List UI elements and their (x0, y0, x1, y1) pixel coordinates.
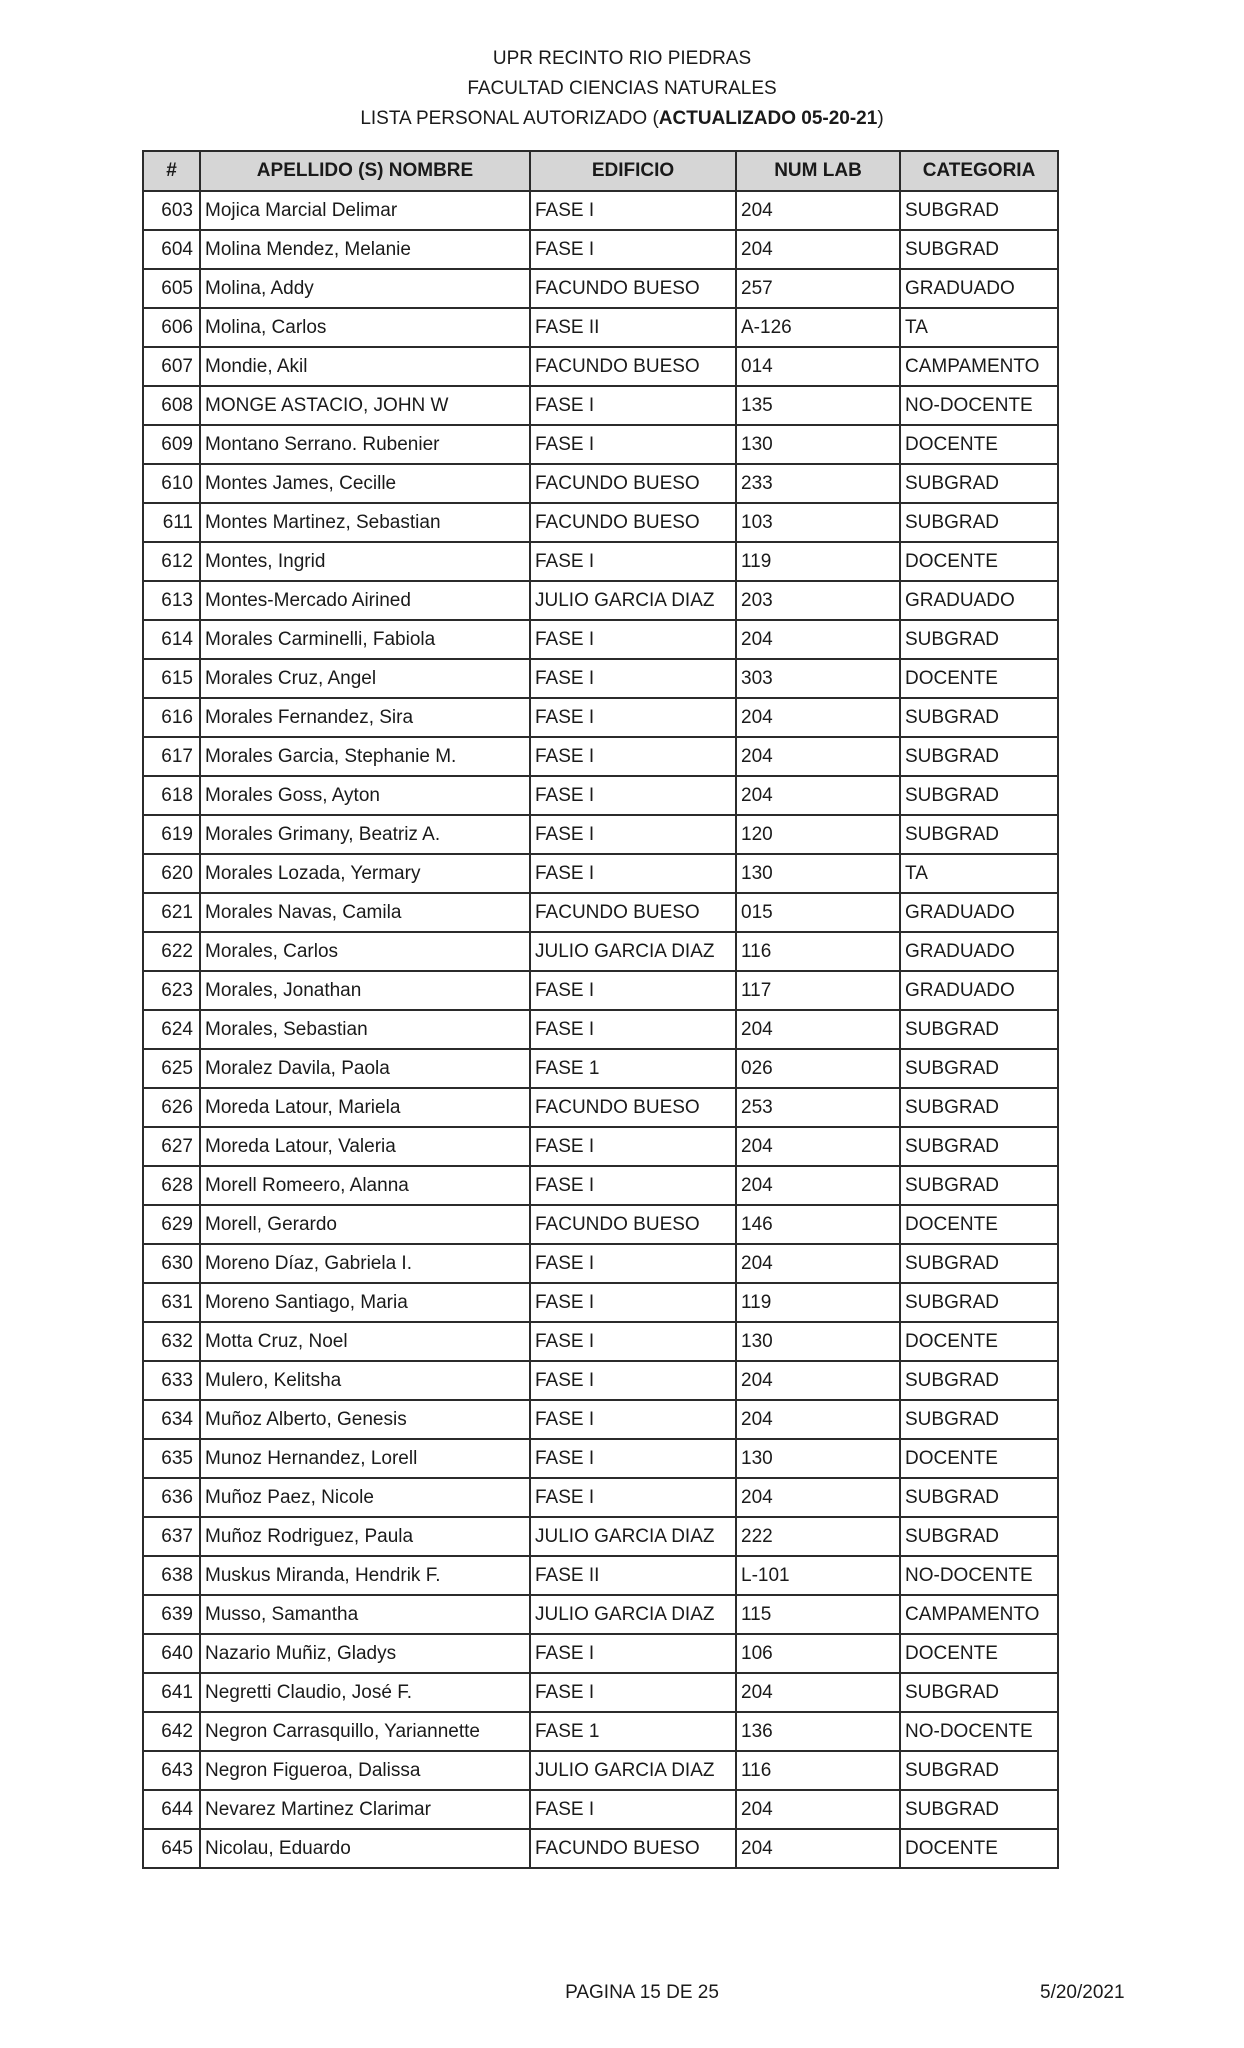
header-faculty: FACULTAD CIENCIAS NATURALES (467, 78, 777, 99)
cell-category: SUBGRAD (900, 620, 1058, 659)
cell-name: Moreno Díaz, Gabriela I. (200, 1244, 530, 1283)
cell-lab: 117 (736, 971, 900, 1010)
cell-name: Negron Figueroa, Dalissa (200, 1751, 530, 1790)
table-row (143, 1790, 1058, 1829)
cell-category: DOCENTE (900, 425, 1058, 464)
page-number: PAGINA 15 DE 25 (565, 1982, 719, 2003)
cell-lab: 204 (736, 1400, 900, 1439)
cell-number: 644 (143, 1790, 200, 1829)
cell-name: Moreno Santiago, Maria (200, 1283, 530, 1322)
cell-number: 632 (143, 1322, 200, 1361)
cell-building: FASE 1 (530, 1049, 736, 1088)
cell-name: Muñoz Rodriguez, Paula (200, 1517, 530, 1556)
table-row (143, 542, 1058, 581)
table-row (143, 1322, 1058, 1361)
cell-lab: 204 (736, 1790, 900, 1829)
cell-building: FACUNDO BUESO (530, 503, 736, 542)
cell-lab: 106 (736, 1634, 900, 1673)
cell-category: SUBGRAD (900, 698, 1058, 737)
cell-number: 640 (143, 1634, 200, 1673)
table-row (143, 1478, 1058, 1517)
table-row (143, 1595, 1058, 1634)
cell-building: FASE I (530, 1634, 736, 1673)
cell-building: FASE I (530, 776, 736, 815)
table-row (143, 1049, 1058, 1088)
table-row (143, 776, 1058, 815)
cell-name: Morales Grimany, Beatriz A. (200, 815, 530, 854)
cell-lab: 146 (736, 1205, 900, 1244)
cell-category: SUBGRAD (900, 1049, 1058, 1088)
cell-building: FASE II (530, 308, 736, 347)
cell-category: SUBGRAD (900, 737, 1058, 776)
cell-lab: 222 (736, 1517, 900, 1556)
cell-number: 618 (143, 776, 200, 815)
cell-name: Montano Serrano. Rubenier (200, 425, 530, 464)
cell-building: FASE I (530, 1166, 736, 1205)
cell-building: FASE I (530, 1127, 736, 1166)
footer-date: 5/20/2021 (1040, 1982, 1125, 2003)
cell-category: GRADUADO (900, 971, 1058, 1010)
cell-lab: 303 (736, 659, 900, 698)
cell-lab: 116 (736, 1751, 900, 1790)
cell-category: DOCENTE (900, 1322, 1058, 1361)
cell-lab: 233 (736, 464, 900, 503)
cell-lab: 116 (736, 932, 900, 971)
cell-number: 620 (143, 854, 200, 893)
table-row (143, 191, 1058, 230)
cell-lab: 253 (736, 1088, 900, 1127)
table-row (143, 1166, 1058, 1205)
cell-lab: 130 (736, 1439, 900, 1478)
table-row (143, 1205, 1058, 1244)
table-row (143, 1439, 1058, 1478)
cell-category: SUBGRAD (900, 464, 1058, 503)
cell-name: Muñoz Paez, Nicole (200, 1478, 530, 1517)
cell-number: 633 (143, 1361, 200, 1400)
cell-building: FASE I (530, 1244, 736, 1283)
cell-category: SUBGRAD (900, 1517, 1058, 1556)
cell-building: FASE I (530, 659, 736, 698)
cell-number: 628 (143, 1166, 200, 1205)
cell-number: 608 (143, 386, 200, 425)
cell-lab: 203 (736, 581, 900, 620)
cell-name: Morales Cruz, Angel (200, 659, 530, 698)
cell-number: 607 (143, 347, 200, 386)
header-title-prefix: LISTA PERSONAL AUTORIZADO ( (360, 108, 659, 129)
cell-building: FASE I (530, 1322, 736, 1361)
cell-number: 631 (143, 1283, 200, 1322)
cell-category: SUBGRAD (900, 1283, 1058, 1322)
cell-name: Montes, Ingrid (200, 542, 530, 581)
cell-category: DOCENTE (900, 1439, 1058, 1478)
cell-building: FASE 1 (530, 1712, 736, 1751)
table-row (143, 269, 1058, 308)
cell-category: SUBGRAD (900, 1673, 1058, 1712)
cell-building: FASE I (530, 386, 736, 425)
cell-number: 642 (143, 1712, 200, 1751)
cell-category: GRADUADO (900, 269, 1058, 308)
cell-lab: 204 (736, 1478, 900, 1517)
cell-lab: 015 (736, 893, 900, 932)
cell-lab: 120 (736, 815, 900, 854)
cell-category: SUBGRAD (900, 1361, 1058, 1400)
table-row (143, 1283, 1058, 1322)
cell-category: SUBGRAD (900, 1244, 1058, 1283)
cell-category: GRADUADO (900, 932, 1058, 971)
cell-building: FASE I (530, 854, 736, 893)
table-row (143, 737, 1058, 776)
header-row (143, 151, 1058, 191)
cell-number: 613 (143, 581, 200, 620)
cell-building: FASE I (530, 737, 736, 776)
table-row (143, 425, 1058, 464)
cell-lab: 130 (736, 1322, 900, 1361)
cell-category: SUBGRAD (900, 1166, 1058, 1205)
cell-number: 624 (143, 1010, 200, 1049)
cell-category: SUBGRAD (900, 1088, 1058, 1127)
cell-lab: 204 (736, 776, 900, 815)
cell-name: Mulero, Kelitsha (200, 1361, 530, 1400)
cell-lab: 130 (736, 425, 900, 464)
table-row (143, 971, 1058, 1010)
cell-name: Montes Martinez, Sebastian (200, 503, 530, 542)
table-row (143, 1829, 1058, 1868)
cell-building: JULIO GARCIA DIAZ (530, 932, 736, 971)
cell-building: JULIO GARCIA DIAZ (530, 1517, 736, 1556)
cell-number: 615 (143, 659, 200, 698)
cell-name: Moralez Davila, Paola (200, 1049, 530, 1088)
cell-name: Morales Garcia, Stephanie M. (200, 737, 530, 776)
cell-lab: 136 (736, 1712, 900, 1751)
cell-building: FASE I (530, 815, 736, 854)
cell-lab: L-101 (736, 1556, 900, 1595)
table-row (143, 1400, 1058, 1439)
cell-number: 616 (143, 698, 200, 737)
table-row (143, 1127, 1058, 1166)
personnel-table (142, 150, 1059, 1869)
table-row (143, 1088, 1058, 1127)
cell-lab: 204 (736, 191, 900, 230)
table-row (143, 386, 1058, 425)
table-row (143, 659, 1058, 698)
cell-category: SUBGRAD (900, 815, 1058, 854)
document-header (0, 44, 1244, 134)
cell-lab: 103 (736, 503, 900, 542)
cell-name: Negron Carrasquillo, Yariannette (200, 1712, 530, 1751)
cell-number: 627 (143, 1127, 200, 1166)
cell-category: DOCENTE (900, 542, 1058, 581)
table-row (143, 1634, 1058, 1673)
cell-building: FASE II (530, 1556, 736, 1595)
cell-building: FASE I (530, 191, 736, 230)
cell-name: Montes-Mercado Airined (200, 581, 530, 620)
cell-building: FACUNDO BUESO (530, 1829, 736, 1868)
table-row (143, 620, 1058, 659)
cell-category: GRADUADO (900, 581, 1058, 620)
cell-number: 605 (143, 269, 200, 308)
cell-name: Morales, Carlos (200, 932, 530, 971)
cell-category: CAMPAMENTO (900, 1595, 1058, 1634)
cell-category: SUBGRAD (900, 1400, 1058, 1439)
cell-category: SUBGRAD (900, 503, 1058, 542)
cell-lab: 257 (736, 269, 900, 308)
cell-number: 636 (143, 1478, 200, 1517)
cell-building: FASE I (530, 620, 736, 659)
cell-number: 645 (143, 1829, 200, 1868)
cell-building: FACUNDO BUESO (530, 1088, 736, 1127)
cell-category: SUBGRAD (900, 191, 1058, 230)
cell-building: JULIO GARCIA DIAZ (530, 1595, 736, 1634)
cell-lab: 204 (736, 1361, 900, 1400)
cell-lab: 204 (736, 737, 900, 776)
cell-lab: 204 (736, 1673, 900, 1712)
cell-lab: 204 (736, 1127, 900, 1166)
table-row (143, 308, 1058, 347)
cell-number: 604 (143, 230, 200, 269)
table-row (143, 581, 1058, 620)
cell-building: FACUNDO BUESO (530, 347, 736, 386)
table-row (143, 1244, 1058, 1283)
cell-number: 622 (143, 932, 200, 971)
cell-category: SUBGRAD (900, 1790, 1058, 1829)
table-row (143, 1361, 1058, 1400)
table-row (143, 347, 1058, 386)
cell-number: 612 (143, 542, 200, 581)
table-row (143, 503, 1058, 542)
cell-number: 611 (143, 503, 200, 542)
cell-name: Motta Cruz, Noel (200, 1322, 530, 1361)
table-row (143, 1556, 1058, 1595)
cell-name: Morales, Sebastian (200, 1010, 530, 1049)
table-row (143, 1517, 1058, 1556)
cell-number: 641 (143, 1673, 200, 1712)
cell-category: NO-DOCENTE (900, 386, 1058, 425)
column-header-number: # (143, 151, 200, 191)
cell-number: 629 (143, 1205, 200, 1244)
cell-lab: 204 (736, 1010, 900, 1049)
cell-name: Moreda Latour, Valeria (200, 1127, 530, 1166)
table-row (143, 932, 1058, 971)
cell-name: Molina, Addy (200, 269, 530, 308)
cell-name: Muskus Miranda, Hendrik F. (200, 1556, 530, 1595)
cell-building: FASE I (530, 698, 736, 737)
column-header-name: APELLIDO (S) NOMBRE (200, 151, 530, 191)
cell-name: Morales Goss, Ayton (200, 776, 530, 815)
table-row (143, 1712, 1058, 1751)
cell-category: GRADUADO (900, 893, 1058, 932)
table-row (143, 1010, 1058, 1049)
cell-number: 621 (143, 893, 200, 932)
cell-name: Muñoz Alberto, Genesis (200, 1400, 530, 1439)
cell-lab: 204 (736, 620, 900, 659)
cell-name: Morales Navas, Camila (200, 893, 530, 932)
cell-name: Mondie, Akil (200, 347, 530, 386)
cell-category: NO-DOCENTE (900, 1712, 1058, 1751)
cell-building: FASE I (530, 1673, 736, 1712)
table-row (143, 1751, 1058, 1790)
cell-building: FASE I (530, 542, 736, 581)
cell-category: CAMPAMENTO (900, 347, 1058, 386)
cell-number: 638 (143, 1556, 200, 1595)
cell-name: MONGE ASTACIO, JOHN W (200, 386, 530, 425)
cell-lab: 204 (736, 230, 900, 269)
cell-number: 625 (143, 1049, 200, 1088)
cell-building: JULIO GARCIA DIAZ (530, 581, 736, 620)
cell-building: FASE I (530, 230, 736, 269)
cell-category: SUBGRAD (900, 1478, 1058, 1517)
table-row (143, 464, 1058, 503)
table-row (143, 698, 1058, 737)
cell-category: NO-DOCENTE (900, 1556, 1058, 1595)
table-row (143, 1673, 1058, 1712)
cell-category: TA (900, 308, 1058, 347)
cell-lab: 204 (736, 1244, 900, 1283)
cell-building: FASE I (530, 971, 736, 1010)
cell-name: Molina, Carlos (200, 308, 530, 347)
cell-name: Nazario Muñiz, Gladys (200, 1634, 530, 1673)
cell-category: DOCENTE (900, 1829, 1058, 1868)
cell-name: Morales, Jonathan (200, 971, 530, 1010)
cell-building: FASE I (530, 1439, 736, 1478)
cell-lab: 204 (736, 1166, 900, 1205)
header-list-title (0, 104, 1244, 134)
cell-name: Montes James, Cecille (200, 464, 530, 503)
cell-building: FACUNDO BUESO (530, 269, 736, 308)
header-updated-label: ACTUALIZADO 05-20-21 (658, 108, 878, 129)
table-row (143, 854, 1058, 893)
cell-building: FASE I (530, 425, 736, 464)
cell-lab: A-126 (736, 308, 900, 347)
cell-name: Nicolau, Eduardo (200, 1829, 530, 1868)
cell-name: Morales Fernandez, Sira (200, 698, 530, 737)
cell-number: 614 (143, 620, 200, 659)
cell-building: FACUNDO BUESO (530, 893, 736, 932)
table-row (143, 815, 1058, 854)
cell-number: 635 (143, 1439, 200, 1478)
cell-building: FASE I (530, 1283, 736, 1322)
cell-name: Molina Mendez, Melanie (200, 230, 530, 269)
cell-category: SUBGRAD (900, 230, 1058, 269)
cell-name: Morell, Gerardo (200, 1205, 530, 1244)
cell-number: 610 (143, 464, 200, 503)
cell-number: 634 (143, 1400, 200, 1439)
table-row (143, 893, 1058, 932)
column-header-building: EDIFICIO (530, 151, 736, 191)
cell-building: FASE I (530, 1361, 736, 1400)
cell-category: SUBGRAD (900, 1127, 1058, 1166)
cell-category: SUBGRAD (900, 1751, 1058, 1790)
cell-number: 637 (143, 1517, 200, 1556)
cell-lab: 026 (736, 1049, 900, 1088)
cell-name: Munoz Hernandez, Lorell (200, 1439, 530, 1478)
header-title-suffix: ) (877, 108, 884, 129)
cell-category: SUBGRAD (900, 1010, 1058, 1049)
cell-number: 643 (143, 1751, 200, 1790)
cell-building: FASE I (530, 1790, 736, 1829)
cell-lab: 014 (736, 347, 900, 386)
cell-name: Moreda Latour, Mariela (200, 1088, 530, 1127)
cell-name: Nevarez Martinez Clarimar (200, 1790, 530, 1829)
cell-category: DOCENTE (900, 1634, 1058, 1673)
cell-number: 609 (143, 425, 200, 464)
cell-category: TA (900, 854, 1058, 893)
cell-lab: 119 (736, 1283, 900, 1322)
cell-building: FACUNDO BUESO (530, 464, 736, 503)
cell-name: Mojica Marcial Delimar (200, 191, 530, 230)
cell-building: FASE I (530, 1400, 736, 1439)
cell-building: FASE I (530, 1010, 736, 1049)
cell-number: 626 (143, 1088, 200, 1127)
column-header-lab: NUM LAB (736, 151, 900, 191)
column-header-category: CATEGORIA (900, 151, 1058, 191)
header-university: UPR RECINTO RIO PIEDRAS (492, 48, 752, 69)
cell-lab: 204 (736, 1829, 900, 1868)
cell-lab: 130 (736, 854, 900, 893)
cell-lab: 115 (736, 1595, 900, 1634)
cell-lab: 204 (736, 698, 900, 737)
cell-name: Morales Lozada, Yermary (200, 854, 530, 893)
table-row (143, 230, 1058, 269)
cell-number: 617 (143, 737, 200, 776)
cell-building: FACUNDO BUESO (530, 1205, 736, 1244)
cell-name: Morell Romeero, Alanna (200, 1166, 530, 1205)
cell-name: Morales Carminelli, Fabiola (200, 620, 530, 659)
cell-building: JULIO GARCIA DIAZ (530, 1751, 736, 1790)
cell-number: 619 (143, 815, 200, 854)
cell-number: 623 (143, 971, 200, 1010)
cell-lab: 135 (736, 386, 900, 425)
cell-category: SUBGRAD (900, 776, 1058, 815)
cell-name: Negretti Claudio, José F. (200, 1673, 530, 1712)
cell-number: 639 (143, 1595, 200, 1634)
table-header (143, 151, 1058, 191)
cell-building: FASE I (530, 1478, 736, 1517)
cell-category: DOCENTE (900, 1205, 1058, 1244)
table-body (143, 191, 1058, 1868)
cell-name: Musso, Samantha (200, 1595, 530, 1634)
cell-number: 630 (143, 1244, 200, 1283)
cell-number: 606 (143, 308, 200, 347)
cell-lab: 119 (736, 542, 900, 581)
cell-category: DOCENTE (900, 659, 1058, 698)
cell-number: 603 (143, 191, 200, 230)
